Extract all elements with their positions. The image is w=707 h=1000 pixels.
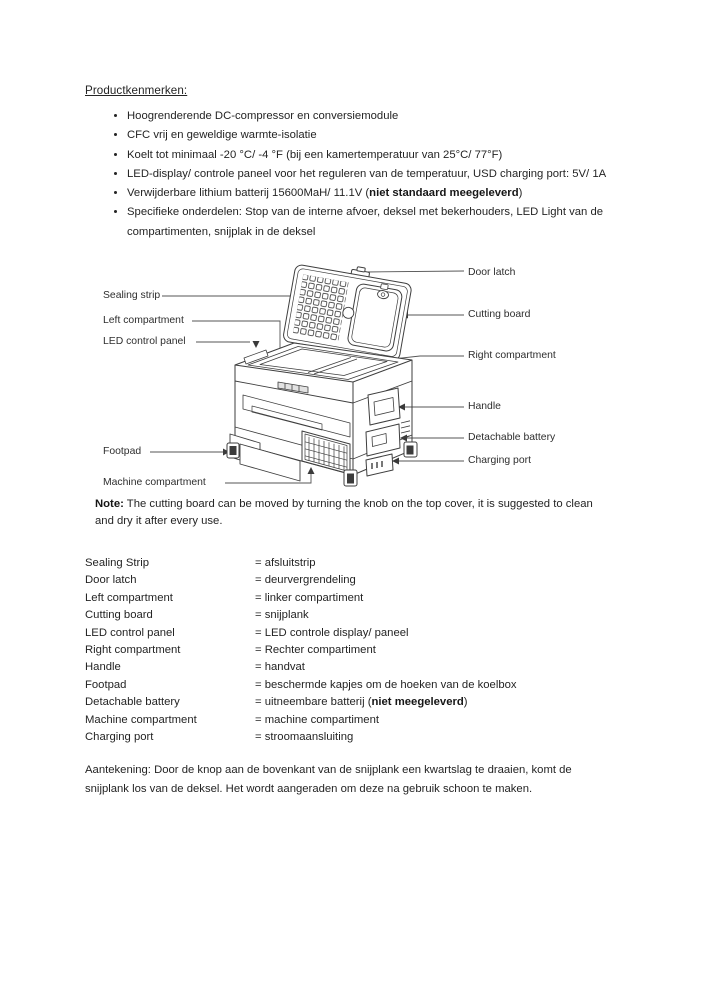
table-row bbox=[85, 712, 605, 729]
feature-bullets bbox=[107, 107, 623, 242]
glossary-term-en: Left compartment bbox=[85, 591, 173, 604]
feature-text-bold: niet standaard meegeleverd bbox=[369, 187, 519, 200]
note-text: The cutting board can be moved by turning the knob on the top cover, it is suggested to clean and dry it after every use. bbox=[95, 498, 593, 527]
callout-sealing-strip: Sealing strip bbox=[103, 290, 161, 301]
table-row bbox=[85, 659, 605, 676]
glossary-term-nl: = handvat bbox=[255, 661, 305, 674]
feature-item bbox=[127, 107, 623, 126]
feature-text: Koelt tot minimaal -20 °C/ -4 °F (bij een kamertemperatuur van 25°C/ 77°F) bbox=[127, 148, 503, 161]
glossary-term-nl bbox=[255, 694, 605, 711]
callout-door-latch: Door latch bbox=[468, 267, 516, 278]
table-row bbox=[85, 590, 605, 607]
callout-footpad: Footpad bbox=[103, 446, 142, 457]
feature-text: Hoogrenderende DC-compressor en conversiemodule bbox=[127, 110, 399, 122]
feature-text: ) bbox=[518, 187, 523, 200]
feature-text: Verwijderbare lithium batterij 15600MaH/ 11.1V ( bbox=[127, 187, 370, 200]
glossary-term-en: Footpad bbox=[85, 678, 127, 691]
table-row bbox=[85, 607, 605, 624]
table-row bbox=[85, 555, 605, 572]
glossary-term-nl: = linker compartiment bbox=[255, 591, 364, 604]
glossary-term-nl: = beschermde kapjes om de hoeken van de koelbox bbox=[255, 678, 517, 691]
callout-left-compartment: Left compartment bbox=[103, 315, 184, 326]
feature-text: LED-display/ controle paneel voor het reguleren van de temperatuur, USD charging port: 5V/ 1A bbox=[127, 167, 607, 180]
glossary-term-nl-post: ) bbox=[463, 696, 468, 709]
table-row bbox=[85, 694, 605, 711]
glossary-term-nl: = LED controle display/ paneel bbox=[255, 626, 409, 639]
closing-remark: Aantekening: Door de knop aan de bovenkant van de snijplank een kwartslag te draaien, komt de snijplank los van de deksel. Het wordt aangeraden om deze na gebruik schoon te maken. bbox=[85, 764, 572, 795]
product-diagram bbox=[0, 260, 707, 500]
glossary-term-en: LED control panel bbox=[85, 626, 175, 639]
glossary-term-en: Charging port bbox=[85, 730, 154, 743]
callout-led-control-panel: LED control panel bbox=[103, 336, 186, 347]
glossary-table bbox=[85, 555, 605, 746]
glossary-term-en: Detachable battery bbox=[85, 696, 180, 709]
table-row bbox=[85, 625, 605, 642]
callout-cutting-board: Cutting board bbox=[468, 309, 531, 320]
table-row bbox=[85, 729, 605, 746]
feature-list bbox=[107, 107, 623, 242]
callout-handle: Handle bbox=[468, 401, 501, 412]
table-row bbox=[85, 642, 605, 659]
glossary-term-nl-bold: niet meegeleverd bbox=[371, 696, 464, 709]
glossary-term-en: Machine compartment bbox=[85, 713, 197, 726]
glossary-term-nl: = stroomaansluiting bbox=[255, 730, 354, 743]
feature-item bbox=[127, 203, 623, 242]
glossary-term-en: Door latch bbox=[85, 574, 137, 587]
cooler-body bbox=[227, 343, 417, 486]
glossary-term-nl-pre: = uitneembare batterij ( bbox=[255, 696, 372, 709]
note-paragraph bbox=[95, 496, 609, 530]
note-label: Note: bbox=[95, 498, 124, 510]
callout-right-compartment: Right compartment bbox=[468, 350, 556, 361]
feature-item bbox=[127, 146, 623, 165]
callout-machine-compartment: Machine compartment bbox=[103, 477, 206, 488]
feature-item bbox=[127, 184, 623, 203]
glossary-term-nl: = afsluitstrip bbox=[255, 557, 316, 569]
glossary-term-en: Cutting board bbox=[85, 609, 153, 622]
glossary-term-nl: = Rechter compartiment bbox=[255, 643, 376, 656]
table-row bbox=[85, 572, 605, 589]
page-title: Productkenmerken: bbox=[85, 84, 188, 97]
machine-compartment-vent bbox=[302, 431, 350, 474]
feature-text: CFC vrij en geweldige warmte-isolatie bbox=[127, 129, 317, 142]
door-latch-button bbox=[357, 267, 366, 272]
callout-charging-port: Charging port bbox=[468, 455, 531, 466]
feature-text: Specifieke onderdelen: Stop van de interne afvoer, deksel met bekerhouders, LED Light van de compartimenten, snijplak in de deksel bbox=[127, 206, 604, 238]
table-row bbox=[85, 677, 605, 694]
glossary-term-nl: = snijplank bbox=[255, 609, 309, 622]
detachable-battery-part bbox=[366, 424, 400, 456]
glossary-term-nl: = deurvergrendeling bbox=[255, 574, 356, 587]
charging-port-part bbox=[366, 454, 393, 476]
glossary-term-nl: = machine compartiment bbox=[255, 713, 380, 726]
glossary-term-en: Right compartment bbox=[85, 643, 181, 656]
feature-item bbox=[127, 165, 623, 184]
glossary-term-en: Sealing Strip bbox=[85, 557, 150, 569]
glossary-term-en: Handle bbox=[85, 661, 121, 674]
handle-part bbox=[368, 388, 400, 425]
feature-item bbox=[127, 126, 623, 145]
callout-detachable-battery: Detachable battery bbox=[468, 432, 556, 443]
